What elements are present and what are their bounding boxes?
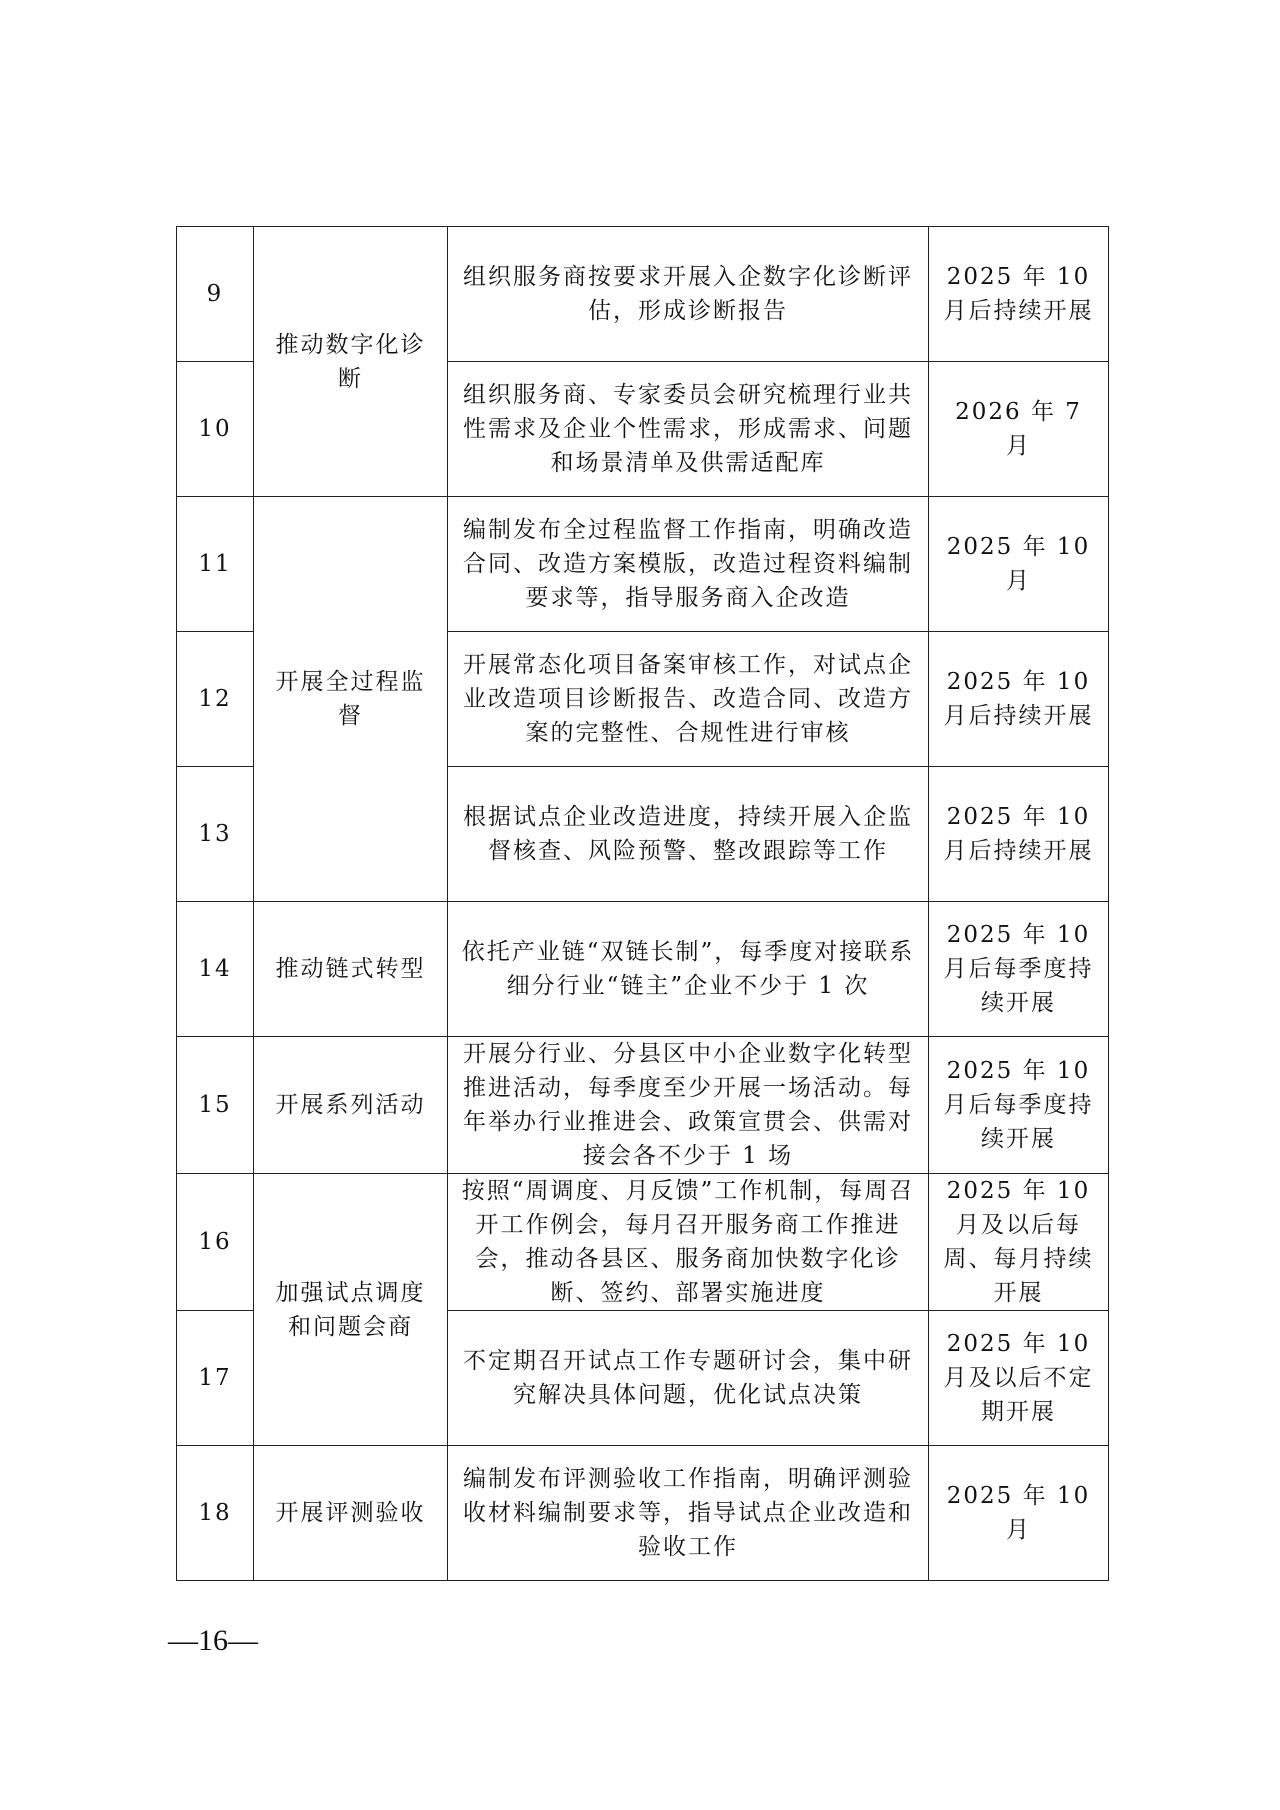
- task-time: 2025 年 10 月及以后每周、每月持续开展: [929, 1174, 1109, 1311]
- work-plan-table: [176, 226, 1109, 1581]
- table-row: [177, 1174, 1109, 1311]
- page-number: —16—: [168, 1624, 258, 1657]
- row-number: 12: [177, 632, 254, 767]
- task-name: 加强试点调度和问题会商: [254, 1174, 448, 1446]
- task-content: 开展分行业、分县区中小企业数字化转型推进活动，每季度至少开展一场活动。每年举办行业推进会、政策宣贯会、供需对接会各不少于 1 场: [448, 1037, 929, 1174]
- table-row: [177, 1037, 1109, 1174]
- row-number: 15: [177, 1037, 254, 1174]
- task-name: 推动数字化诊断: [254, 227, 448, 497]
- task-time: 2025 年 10 月及以后不定期开展: [929, 1311, 1109, 1446]
- table-row: [177, 497, 1109, 632]
- task-content: 依托产业链“双链长制”，每季度对接联系细分行业“链主”企业不少于 1 次: [448, 902, 929, 1037]
- task-content: 组织服务商按要求开展入企数字化诊断评估，形成诊断报告: [448, 227, 929, 362]
- task-name: 开展评测验收: [254, 1446, 448, 1581]
- row-number: 11: [177, 497, 254, 632]
- row-number: 17: [177, 1311, 254, 1446]
- task-name: 开展系列活动: [254, 1037, 448, 1174]
- table-row: [177, 902, 1109, 1037]
- table-row: [177, 227, 1109, 362]
- task-content: 根据试点企业改造进度，持续开展入企监督核查、风险预警、整改跟踪等工作: [448, 767, 929, 902]
- task-time: 2025 年 10 月后持续开展: [929, 632, 1109, 767]
- task-time: 2025 年 10 月: [929, 1446, 1109, 1581]
- table-row: [177, 1446, 1109, 1581]
- row-number: 10: [177, 362, 254, 497]
- task-time: 2025 年 10 月后持续开展: [929, 767, 1109, 902]
- task-time: 2026 年 7 月: [929, 362, 1109, 497]
- row-number: 16: [177, 1174, 254, 1311]
- row-number: 9: [177, 227, 254, 362]
- row-number: 18: [177, 1446, 254, 1581]
- task-content: 开展常态化项目备案审核工作，对试点企业改造项目诊断报告、改造合同、改造方案的完整性、合规性进行审核: [448, 632, 929, 767]
- task-name: 推动链式转型: [254, 902, 448, 1037]
- task-name: 开展全过程监督: [254, 497, 448, 902]
- task-time: 2025 年 10 月后持续开展: [929, 227, 1109, 362]
- task-content: 编制发布评测验收工作指南，明确评测验收材料编制要求等，指导试点企业改造和验收工作: [448, 1446, 929, 1581]
- row-number: 13: [177, 767, 254, 902]
- task-content: 组织服务商、专家委员会研究梳理行业共性需求及企业个性需求，形成需求、问题和场景清单及供需适配库: [448, 362, 929, 497]
- task-time: 2025 年 10 月: [929, 497, 1109, 632]
- task-content: 按照“周调度、月反馈”工作机制，每周召开工作例会，每月召开服务商工作推进会，推动各县区、服务商加快数字化诊断、签约、部署实施进度: [448, 1174, 929, 1311]
- task-time: 2025 年 10 月后每季度持续开展: [929, 902, 1109, 1037]
- task-content: 编制发布全过程监督工作指南，明确改造合同、改造方案模版，改造过程资料编制要求等，指导服务商入企改造: [448, 497, 929, 632]
- task-time: 2025 年 10 月后每季度持续开展: [929, 1037, 1109, 1174]
- row-number: 14: [177, 902, 254, 1037]
- task-content: 不定期召开试点工作专题研讨会，集中研究解决具体问题，优化试点决策: [448, 1311, 929, 1446]
